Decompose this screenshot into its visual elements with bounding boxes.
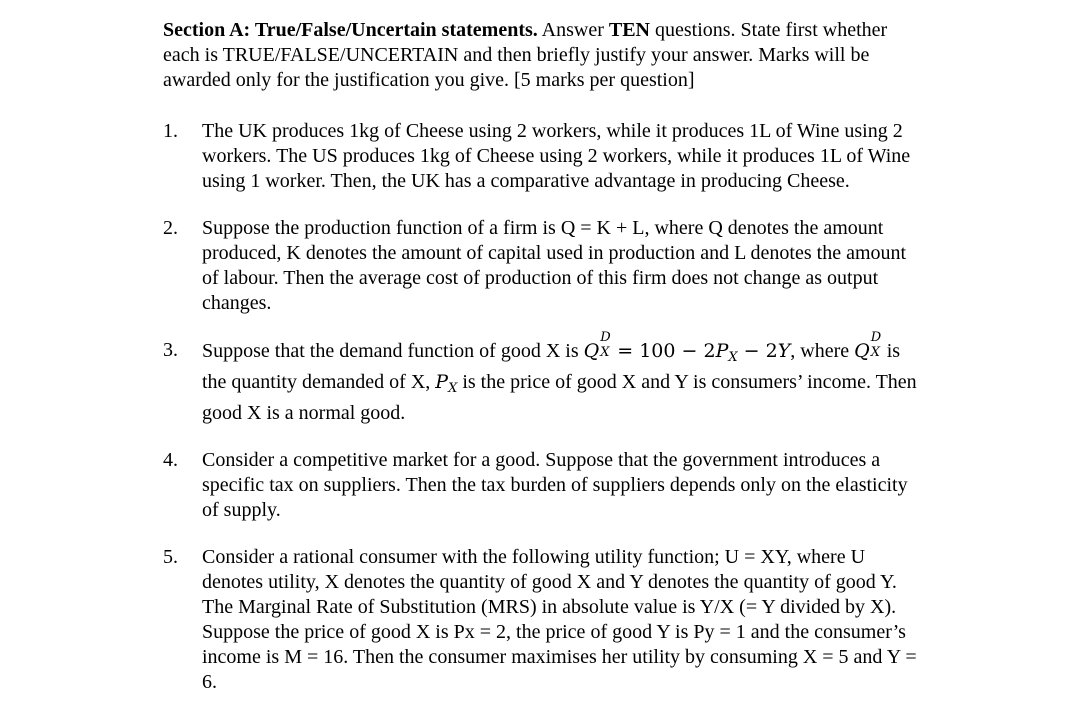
question-2 bbox=[163, 216, 923, 316]
px-symbol bbox=[435, 371, 458, 396]
eq-rhs-a: = 100 − 2 bbox=[611, 340, 716, 362]
instructions-text-b: questions. State first whether each is TRUE/FALSE/UNCERTAIN and then briefly justify your answer. Marks will be awarded only for the justification you give. [5 marks per question] bbox=[163, 19, 888, 91]
question-text: Suppose the production function of a firm is Q = K + L, where Q denotes the amount produced, K denotes the amount of capital used in production and L denotes the amount of labour. Then the average cost of production of this firm does not change as output changes. bbox=[202, 217, 907, 314]
question-text: The UK produces 1kg of Cheese using 2 workers, while it produces 1L of Wine using 2 workers. The US produces 1kg of Cheese using 2 workers, while it produces 1L of Wine using 1 worker. Then, the UK has a comparative advantage in producing Cheese. bbox=[202, 120, 911, 192]
qd-superscript: D bbox=[870, 330, 882, 345]
question-number: 2. bbox=[163, 217, 178, 239]
question-text-a: Suppose that the demand function of good X is bbox=[202, 340, 584, 362]
question-5 bbox=[163, 545, 923, 695]
instructions-emphasis: TEN bbox=[608, 19, 650, 41]
exam-page bbox=[163, 18, 923, 717]
section-instructions bbox=[163, 18, 923, 93]
qd-scripts bbox=[870, 330, 882, 360]
eq-p-symbol: P bbox=[715, 340, 729, 362]
question-text: Consider a competitive market for a good. Suppose that the government introduces a specific tax on suppliers. Then the tax burden of suppliers depends only on the elasticity of supply. bbox=[202, 449, 908, 521]
question-text: Consider a rational consumer with the following utility function; U = XY, where U denotes utility, X denotes the quantity of good X and Y denotes the quantity of good Y. The Marginal Rate of Substitution (MRS) in absolute value is Y/X (= Y divided by X). Suppose the price of good X is Px = 2, the price of good Y is Py = 1 and the consumer’s income is M = 16. Then the consumer maximises her utility by consuming X = 5 and Y = 6. bbox=[202, 546, 917, 693]
px-subscript: X bbox=[448, 381, 458, 396]
question-number: 1. bbox=[163, 120, 178, 142]
eq-y-symbol: Y bbox=[777, 340, 791, 362]
qd-q: Q bbox=[854, 340, 870, 362]
question-1 bbox=[163, 119, 923, 194]
question-text-b: , where bbox=[790, 340, 855, 362]
px-p: P bbox=[435, 371, 449, 393]
demand-equation bbox=[583, 330, 791, 365]
question-3 bbox=[163, 330, 923, 426]
eq-q-superscript: D bbox=[600, 330, 611, 345]
question-number: 5. bbox=[163, 546, 178, 568]
section-heading: Section A: True/False/Uncertain statements. bbox=[163, 19, 538, 41]
question-number: 3. bbox=[163, 339, 178, 361]
eq-q-scripts bbox=[599, 330, 611, 360]
eq-rhs-b: − 2 bbox=[737, 340, 778, 362]
question-text-d: is the price of good X and Y is consumers’ income. Then good X is a normal good. bbox=[202, 371, 917, 424]
eq-q-subscript: X bbox=[600, 345, 610, 360]
qd-subscript: X bbox=[870, 345, 880, 360]
question-4 bbox=[163, 448, 923, 523]
instructions-text-a: Answer bbox=[537, 19, 609, 41]
qd-symbol bbox=[854, 330, 882, 362]
eq-q-symbol: Q bbox=[583, 340, 600, 362]
question-number: 4. bbox=[163, 449, 178, 471]
question-text-c: is the quantity demanded of X, bbox=[202, 340, 901, 393]
eq-p-subscript: X bbox=[728, 350, 738, 365]
